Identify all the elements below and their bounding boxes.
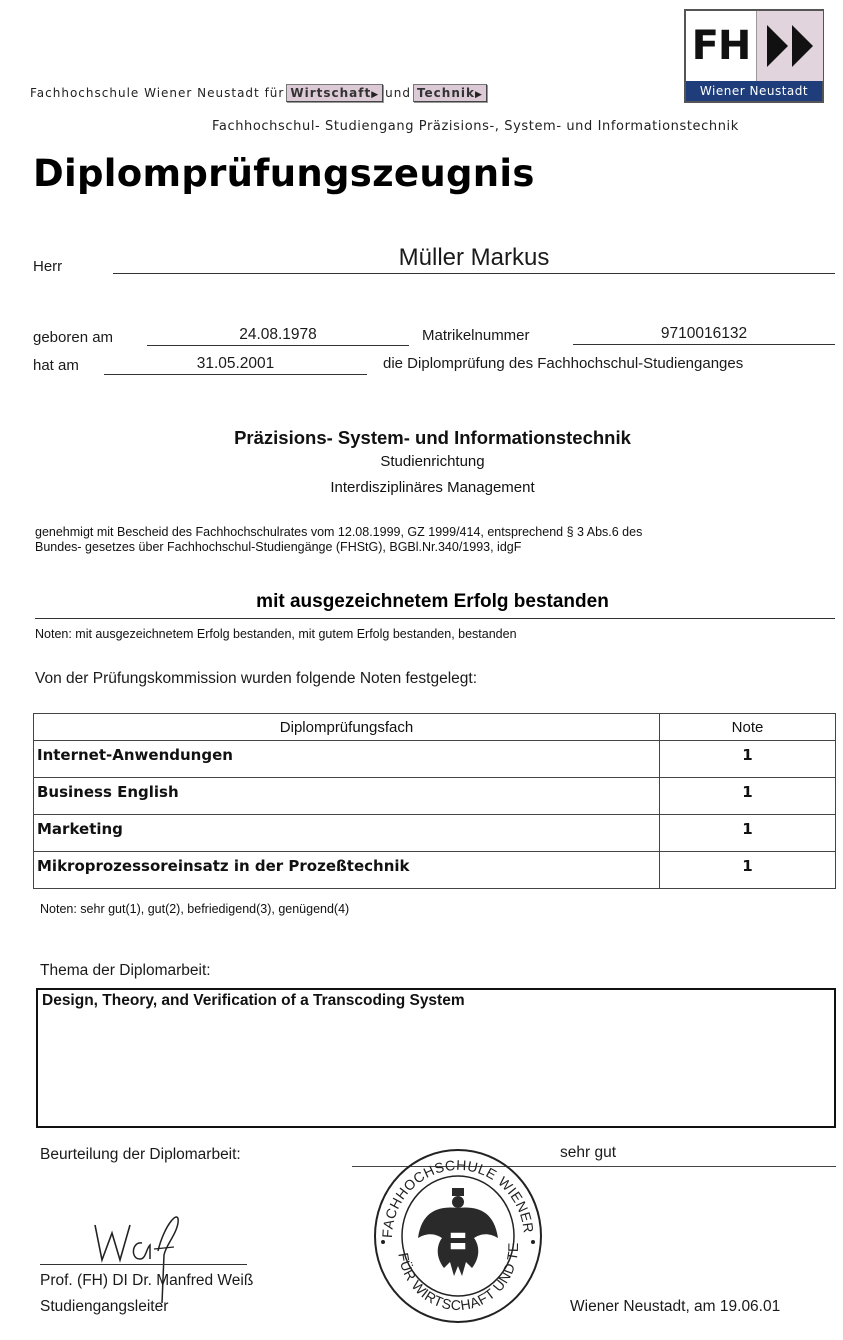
legal-line-2: Bundes- gesetzes über Fachhochschul-Studiengänge (FHStG), BGBl.Nr.340/1993, idgF xyxy=(35,540,522,554)
born-date-field: 24.08.1978 xyxy=(147,325,409,346)
exam-label: hat am xyxy=(33,357,79,374)
assessment-label: Beurteilung der Diplomarbeit: xyxy=(40,1146,241,1163)
born-label: geboren am xyxy=(33,329,114,346)
header-subject: Diplomprüfungsfach xyxy=(34,714,660,741)
signature-line xyxy=(40,1264,247,1265)
grade-cell: 1 xyxy=(660,741,836,778)
assessment-value: sehr gut xyxy=(560,1144,617,1161)
table-row xyxy=(34,741,836,778)
legal-line-1: genehmigt mit Bescheid des Fachhochschulrates vom 12.08.1999, GZ 1999/414, entsprechend § 3 Abs.6 des xyxy=(35,525,643,539)
name-field: Müller Markus xyxy=(113,243,835,274)
grade-cell: 1 xyxy=(660,778,836,815)
exam-date-field: 31.05.2001 xyxy=(104,354,367,375)
grades-scale-note: Noten: sehr gut(1), gut(2), befriedigend(3), genügend(4) xyxy=(40,902,350,916)
subject-cell: Mikroprozessoreinsatz in der Prozeßtechnik xyxy=(34,852,660,889)
subject-cell: Marketing xyxy=(34,815,660,852)
signer-role: Studiengangsleiter xyxy=(40,1298,169,1315)
direction-label: Studienrichtung xyxy=(380,453,485,470)
subject-cell: Business English xyxy=(34,778,660,815)
table-row xyxy=(34,815,836,852)
grade-cell: 1 xyxy=(660,852,836,889)
institution-line xyxy=(30,84,487,102)
seal-top-text: FACHHOCHSCHULE WIENER xyxy=(378,1156,537,1239)
header-grade: Note xyxy=(660,714,836,741)
table-row xyxy=(34,778,836,815)
handwritten-signature xyxy=(80,1205,200,1309)
play-icon: ▶ xyxy=(371,90,380,100)
official-seal xyxy=(370,1146,545,1330)
fh-logo xyxy=(684,9,824,103)
legal-text xyxy=(35,525,835,555)
tag-wirtschaft-label: Wirtschaft xyxy=(290,86,372,100)
signer-name: Prof. (FH) DI Dr. Manfred Weiß xyxy=(40,1272,254,1289)
play-icon: ▶ xyxy=(474,90,483,100)
direction-value: Interdisziplinäres Management xyxy=(330,479,535,496)
tag-technik-label: Technik xyxy=(416,86,475,100)
grades-header-row xyxy=(34,714,836,741)
grade-cell: 1 xyxy=(660,815,836,852)
exam-text: die Diplomprüfung des Fachhochschul-Studienganges xyxy=(383,355,744,372)
logo-subtitle: Wiener Neustadt xyxy=(686,81,822,101)
salutation-label: Herr xyxy=(33,258,63,275)
thesis-label: Thema der Diplomarbeit: xyxy=(40,962,211,979)
tag-technik xyxy=(413,84,487,102)
result-scale-note: Noten: mit ausgezeichnetem Erfolg bestanden, mit gutem Erfolg bestanden, bestanden xyxy=(35,627,517,641)
commission-text: Von der Prüfungskommission wurden folgende Noten festgelegt: xyxy=(35,670,478,687)
logo-mark: FH xyxy=(686,11,756,81)
place-date: Wiener Neustadt, am 19.06.01 xyxy=(570,1298,781,1315)
thesis-title-box xyxy=(36,988,836,1128)
institution-prefix: Fachhochschule Wiener Neustadt für xyxy=(30,86,285,100)
subject-cell: Internet-Anwendungen xyxy=(34,741,660,778)
seal-bottom-text: FÜR WIRTSCHAFT UND TE xyxy=(395,1242,522,1314)
result-divider xyxy=(35,618,835,619)
grades-table xyxy=(33,713,836,889)
document-title: Diplomprüfungszeugnis xyxy=(33,152,535,195)
matrikel-field: 9710016132 xyxy=(573,324,835,345)
matrikel-label: Matrikelnummer xyxy=(422,327,530,344)
austrian-eagle-icon xyxy=(418,1188,498,1276)
thesis-title: Design, Theory, and Verification of a Transcoding System xyxy=(42,992,465,1009)
institution-connector: und xyxy=(385,86,411,100)
program-line: Fachhochschul- Studiengang Präzisions-, System- und Informationstechnik xyxy=(212,119,739,134)
table-row xyxy=(34,852,836,889)
overall-result: mit ausgezeichnetem Erfolg bestanden xyxy=(256,591,609,612)
program-name: Präzisions- System- und Informationstechnik xyxy=(234,427,631,448)
fast-forward-icon xyxy=(756,11,823,81)
tag-wirtschaft xyxy=(286,84,383,102)
